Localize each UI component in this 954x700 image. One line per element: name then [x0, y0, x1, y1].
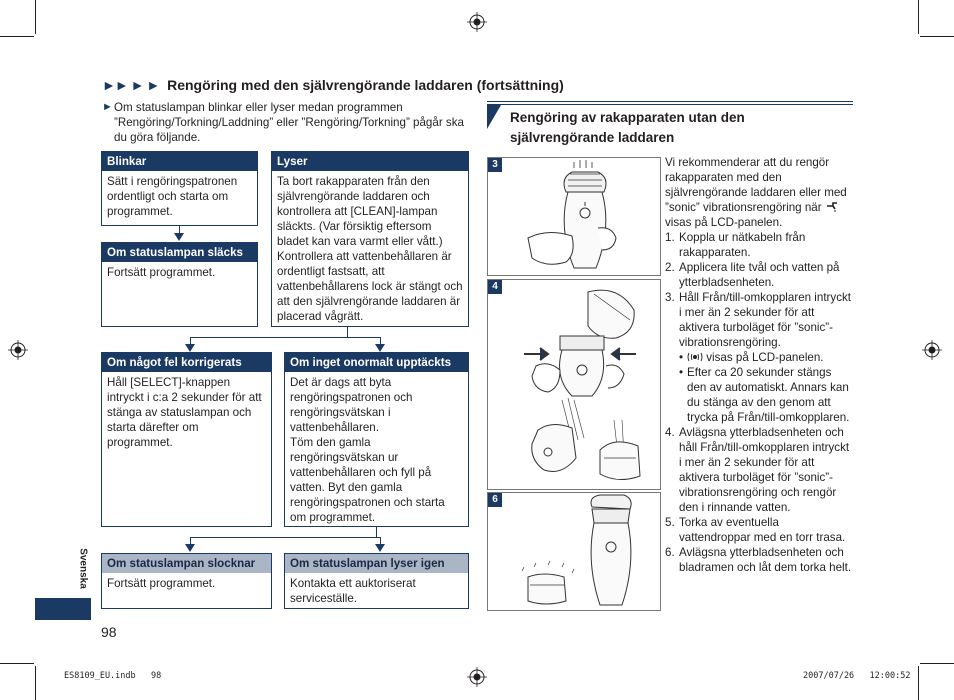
list-item	[665, 260, 853, 290]
side-tab-language	[76, 545, 90, 595]
list-number: 5.	[665, 516, 675, 529]
bullet: •	[679, 351, 684, 364]
list-number: 3.	[665, 291, 675, 304]
list-number: 4.	[665, 426, 675, 439]
list-text: Torka av eventuella vattendroppar med en torr trasa.	[679, 516, 846, 544]
crop-mark	[920, 36, 954, 37]
crop-mark	[35, 0, 36, 34]
list-text: Efter ca 20 sekunder stängs den av automatiskt. Annars kan du stänga av den genom att trycka på Från/till-omkopplaren.	[687, 366, 850, 424]
header-arrows-icon: ►► ► ►	[102, 77, 160, 93]
registration-mark-icon	[467, 667, 487, 687]
list-text: Applicera lite tvål och vatten på ytterbladsenheten.	[679, 261, 840, 289]
right-intro-text-end: visas på LCD-panelen.	[665, 216, 783, 229]
list-item	[665, 230, 853, 260]
figure-step-4	[487, 279, 661, 490]
flow-arrow-icon	[174, 233, 184, 241]
flow-box-body: Kontakta ett auktoriserat serviceställe.	[290, 577, 416, 605]
page-number: 98	[101, 624, 117, 640]
list-item	[665, 515, 853, 545]
shaver-rinse-illustration-icon	[488, 280, 660, 489]
figure-step-3	[487, 157, 661, 276]
flow-connector	[190, 537, 380, 538]
flow-arrow-icon	[185, 344, 195, 352]
flow-box-title: Blinkar	[102, 152, 257, 171]
right-intro-text: Vi rekommenderar att du rengör rakapparaten med den självrengörande laddaren eller med ”sonic” vibrationsrengöring när	[665, 156, 847, 214]
list-text: Avlägsna ytterbladsenheten och bladramen och låt dem torka helt.	[679, 546, 852, 574]
list-text: Håll Från/till-omkopplaren intryckt i mer än 2 sekunder för att aktivera turboläget för ”sonic”-vibrationsrengöring.	[679, 291, 852, 349]
flow-box-title: Om inget onormalt upptäckts	[285, 353, 468, 372]
flow-box-fel-korrigerats	[101, 352, 272, 527]
intro-paragraph	[102, 100, 472, 145]
flow-box-title: Om något fel korrigerats	[102, 353, 271, 372]
flow-box-lyser-igen	[284, 553, 469, 609]
crop-mark	[35, 666, 36, 700]
flow-box-slocknar	[101, 553, 272, 609]
flow-connector	[347, 327, 348, 337]
crop-mark	[0, 663, 34, 664]
list-item	[665, 290, 853, 350]
figure-number: 6	[488, 493, 502, 507]
intro-text: Om statuslampan blinkar eller lyser medan programmen ”Rengöring/Torkning/Laddning” eller ”Rengöring/Torkning” pågår ska du göra följande.	[114, 101, 464, 144]
list-number: 2.	[665, 261, 675, 274]
right-intro	[665, 155, 853, 230]
flow-box-title: Om statuslampan slocknar	[102, 554, 271, 573]
side-tab-bar	[35, 598, 91, 620]
bullet: •	[679, 366, 684, 379]
corner-triangle-icon	[487, 105, 501, 129]
figure-number: 3	[488, 158, 502, 172]
flow-box-title: Lyser	[272, 152, 468, 171]
figure-number: 4	[488, 280, 502, 294]
flow-box-blinkar	[101, 151, 258, 226]
crop-mark	[920, 663, 954, 664]
faucet-icon	[825, 201, 839, 213]
crop-mark	[918, 666, 919, 700]
flow-connector	[376, 527, 377, 537]
flow-box-body: Håll [SELECT]-knappen intryckt i c:a 2 sekunder för att stänga av statuslampan och starta därefter om programmet.	[107, 376, 262, 449]
flow-box-body: Det är dags att byta rengöringspatronen och rengöringsvätskan i vattenbehållaren. Töm den gamla rengöringsvätskan ur vattenbehållaren och fyll på vatten. Byt den gamla rengöringspatronen och starta om programmet.	[290, 376, 445, 524]
flow-box-body: Sätt i rengöringspatronen ordentligt och starta om programmet.	[107, 175, 238, 218]
shaver-dry-illustration-icon	[488, 493, 660, 610]
section-header	[102, 76, 564, 94]
list-text: visas på LCD-panelen.	[706, 351, 824, 364]
flow-arrow-icon	[185, 544, 195, 552]
shaver-soap-illustration-icon	[488, 158, 660, 275]
list-text: Avlägsna ytterbladsenheten och håll Från/till-omkopplaren intryckt i mer än 2 sekunder för att aktivera turboläget för ”sonic”-vibrationsrengöring och rengör den i rinnande vatten.	[679, 426, 850, 514]
flow-box-title: Om statuslampan lyser igen	[285, 554, 468, 573]
flow-box-body: Ta bort rakapparaten från den självrengörande laddaren och kontrollera att [CLEAN]-lampan släckts. (Var försiktig eftersom bladet kan vara varmt eller vått.) Kontrollera att vattenbehållaren är ordentligt fastsatt, att vattenbehållarens lock är stängt och att den självrengörande laddaren är placerad vågrätt.	[277, 175, 463, 323]
list-item	[665, 425, 853, 515]
sonic-vibration-icon	[687, 352, 703, 362]
intro-bullet-icon: ►	[102, 101, 113, 113]
registration-mark-icon	[467, 12, 487, 32]
list-sub-item	[665, 350, 853, 365]
side-tab-label: Svenska	[77, 548, 89, 589]
list-text: Koppla ur nätkabeln från rakapparaten.	[679, 231, 806, 259]
figure-step-6	[487, 492, 661, 611]
flow-arrow-icon	[375, 544, 385, 552]
right-section-title: Rengöring av rakapparaten utan den självrengörande laddaren	[510, 110, 745, 145]
registration-mark-icon	[922, 340, 942, 360]
flow-box-body: Fortsätt programmet.	[107, 266, 216, 279]
crop-mark	[918, 0, 919, 34]
flow-box-title: Om statuslampan släcks	[102, 243, 257, 262]
registration-mark-icon	[8, 340, 28, 360]
flow-box-body: Fortsätt programmet.	[107, 577, 216, 590]
list-item	[665, 545, 853, 575]
list-sub-item	[665, 365, 853, 425]
section-title: Rengöring med den självrengörande laddaren (fortsättning)	[167, 77, 564, 93]
right-header-rule	[487, 101, 853, 102]
right-header-rule	[487, 104, 853, 105]
flow-box-lyser	[271, 151, 469, 327]
right-text-column	[665, 155, 853, 575]
list-number: 1.	[665, 231, 675, 244]
flow-connector	[190, 337, 380, 338]
flow-box-inget-onormalt	[284, 352, 469, 527]
flow-arrow-icon	[375, 344, 385, 352]
footer-file-info: ES8109_EU.indb 98	[64, 671, 162, 681]
flow-box-slacks	[101, 242, 258, 327]
footer-datetime: 2007/07/26 12:00:52	[803, 671, 911, 681]
list-number: 6.	[665, 546, 675, 559]
crop-mark	[0, 36, 34, 37]
